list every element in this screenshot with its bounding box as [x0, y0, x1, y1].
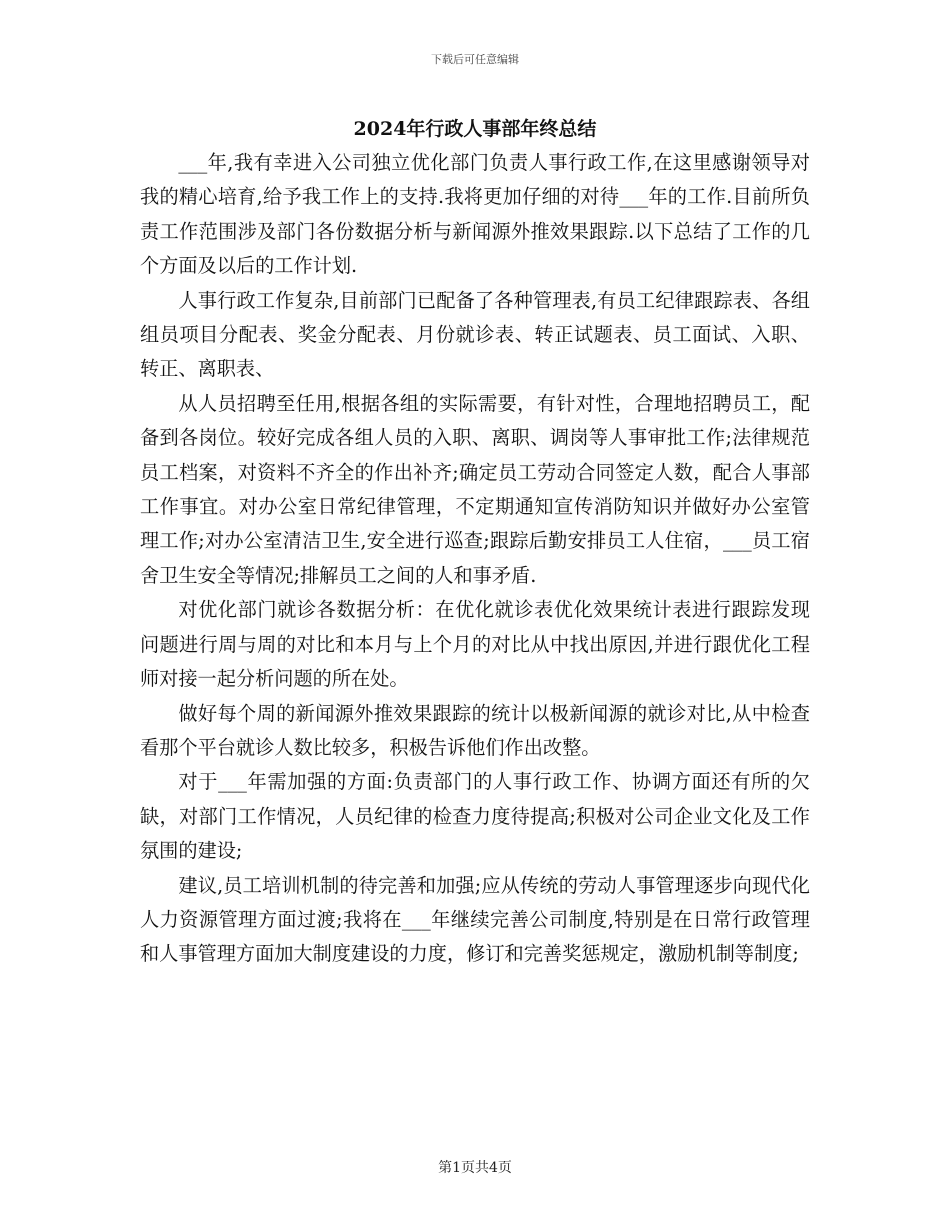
- paragraph: 建议,员工培训机制的待完善和加强;应从传统的劳动人事管理逐步向现代化人力资源管理方面过渡;我将在___年继续完善公司制度,特别是在日常行政管理和人事管理方面加大制度建设的力度，修订和完善奖惩规定，激励机制等制度;: [140, 873, 810, 966]
- page-header-note: 下载后可任意编辑: [431, 53, 519, 66]
- paragraph: 做好每个周的新闻源外推效果跟踪的统计以极新闻源的就诊对比,从中检查看那个平台就诊人数比较多，积极告诉他们作出改整。: [140, 701, 810, 759]
- document-title: 2024年行政人事部年终总结: [353, 118, 597, 140]
- paragraph: 从人员招聘至任用,根据各组的实际需要，有针对性，合理地招聘员工，配备到各岗位。较好完成各组人员的入职、离职、调岗等人事审批工作;法律规范员工档案，对资料不齐全的作出补齐;确定员工劳动合同签定人数，配合人事部工作事宜。对办公室日常纪律管理，不定期通知宣传消防知识并做好办公室管理工作;对办公室清洁卫生,安全进行巡查;跟踪后勤安排员工人住宿，___员工宿舍卫生安全等情况;排解员工之间的人和事矛盾.: [140, 391, 810, 587]
- document-body: [140, 146, 810, 972]
- paragraph: ___年,我有幸进入公司独立优化部门负责人事行政工作,在这里感谢领导对我的精心培育,给予我工作上的支持.我将更加仔细的对待___年的工作.目前所负责工作范围涉及部门各份数据分析与新闻源外推效果跟踪.以下总结了工作的几个方面及以后的工作计划.: [140, 151, 810, 278]
- page-footer-number: 第1页共4页: [438, 1160, 512, 1176]
- paragraph: 对于___年需加强的方面:负责部门的人事行政工作、协调方面还有所的欠缺，对部门工作情况，人员纪律的检查力度待提高;积极对公司企业文化及工作氛围的建设;: [140, 770, 810, 863]
- paragraph: 对优化部门就诊各数据分析：在优化就诊表优化效果统计表进行跟踪发现问题进行周与周的对比和本月与上个月的对比从中找出原因,并进行跟优化工程师对接一起分析问题的所在处。: [140, 598, 810, 691]
- paragraph: 人事行政工作复杂,目前部门已配备了各种管理表,有员工纪律跟踪表、各组组员项目分配表、奖金分配表、月份就诊表、转正试题表、员工面试、入职、转正、离职表、: [140, 288, 810, 381]
